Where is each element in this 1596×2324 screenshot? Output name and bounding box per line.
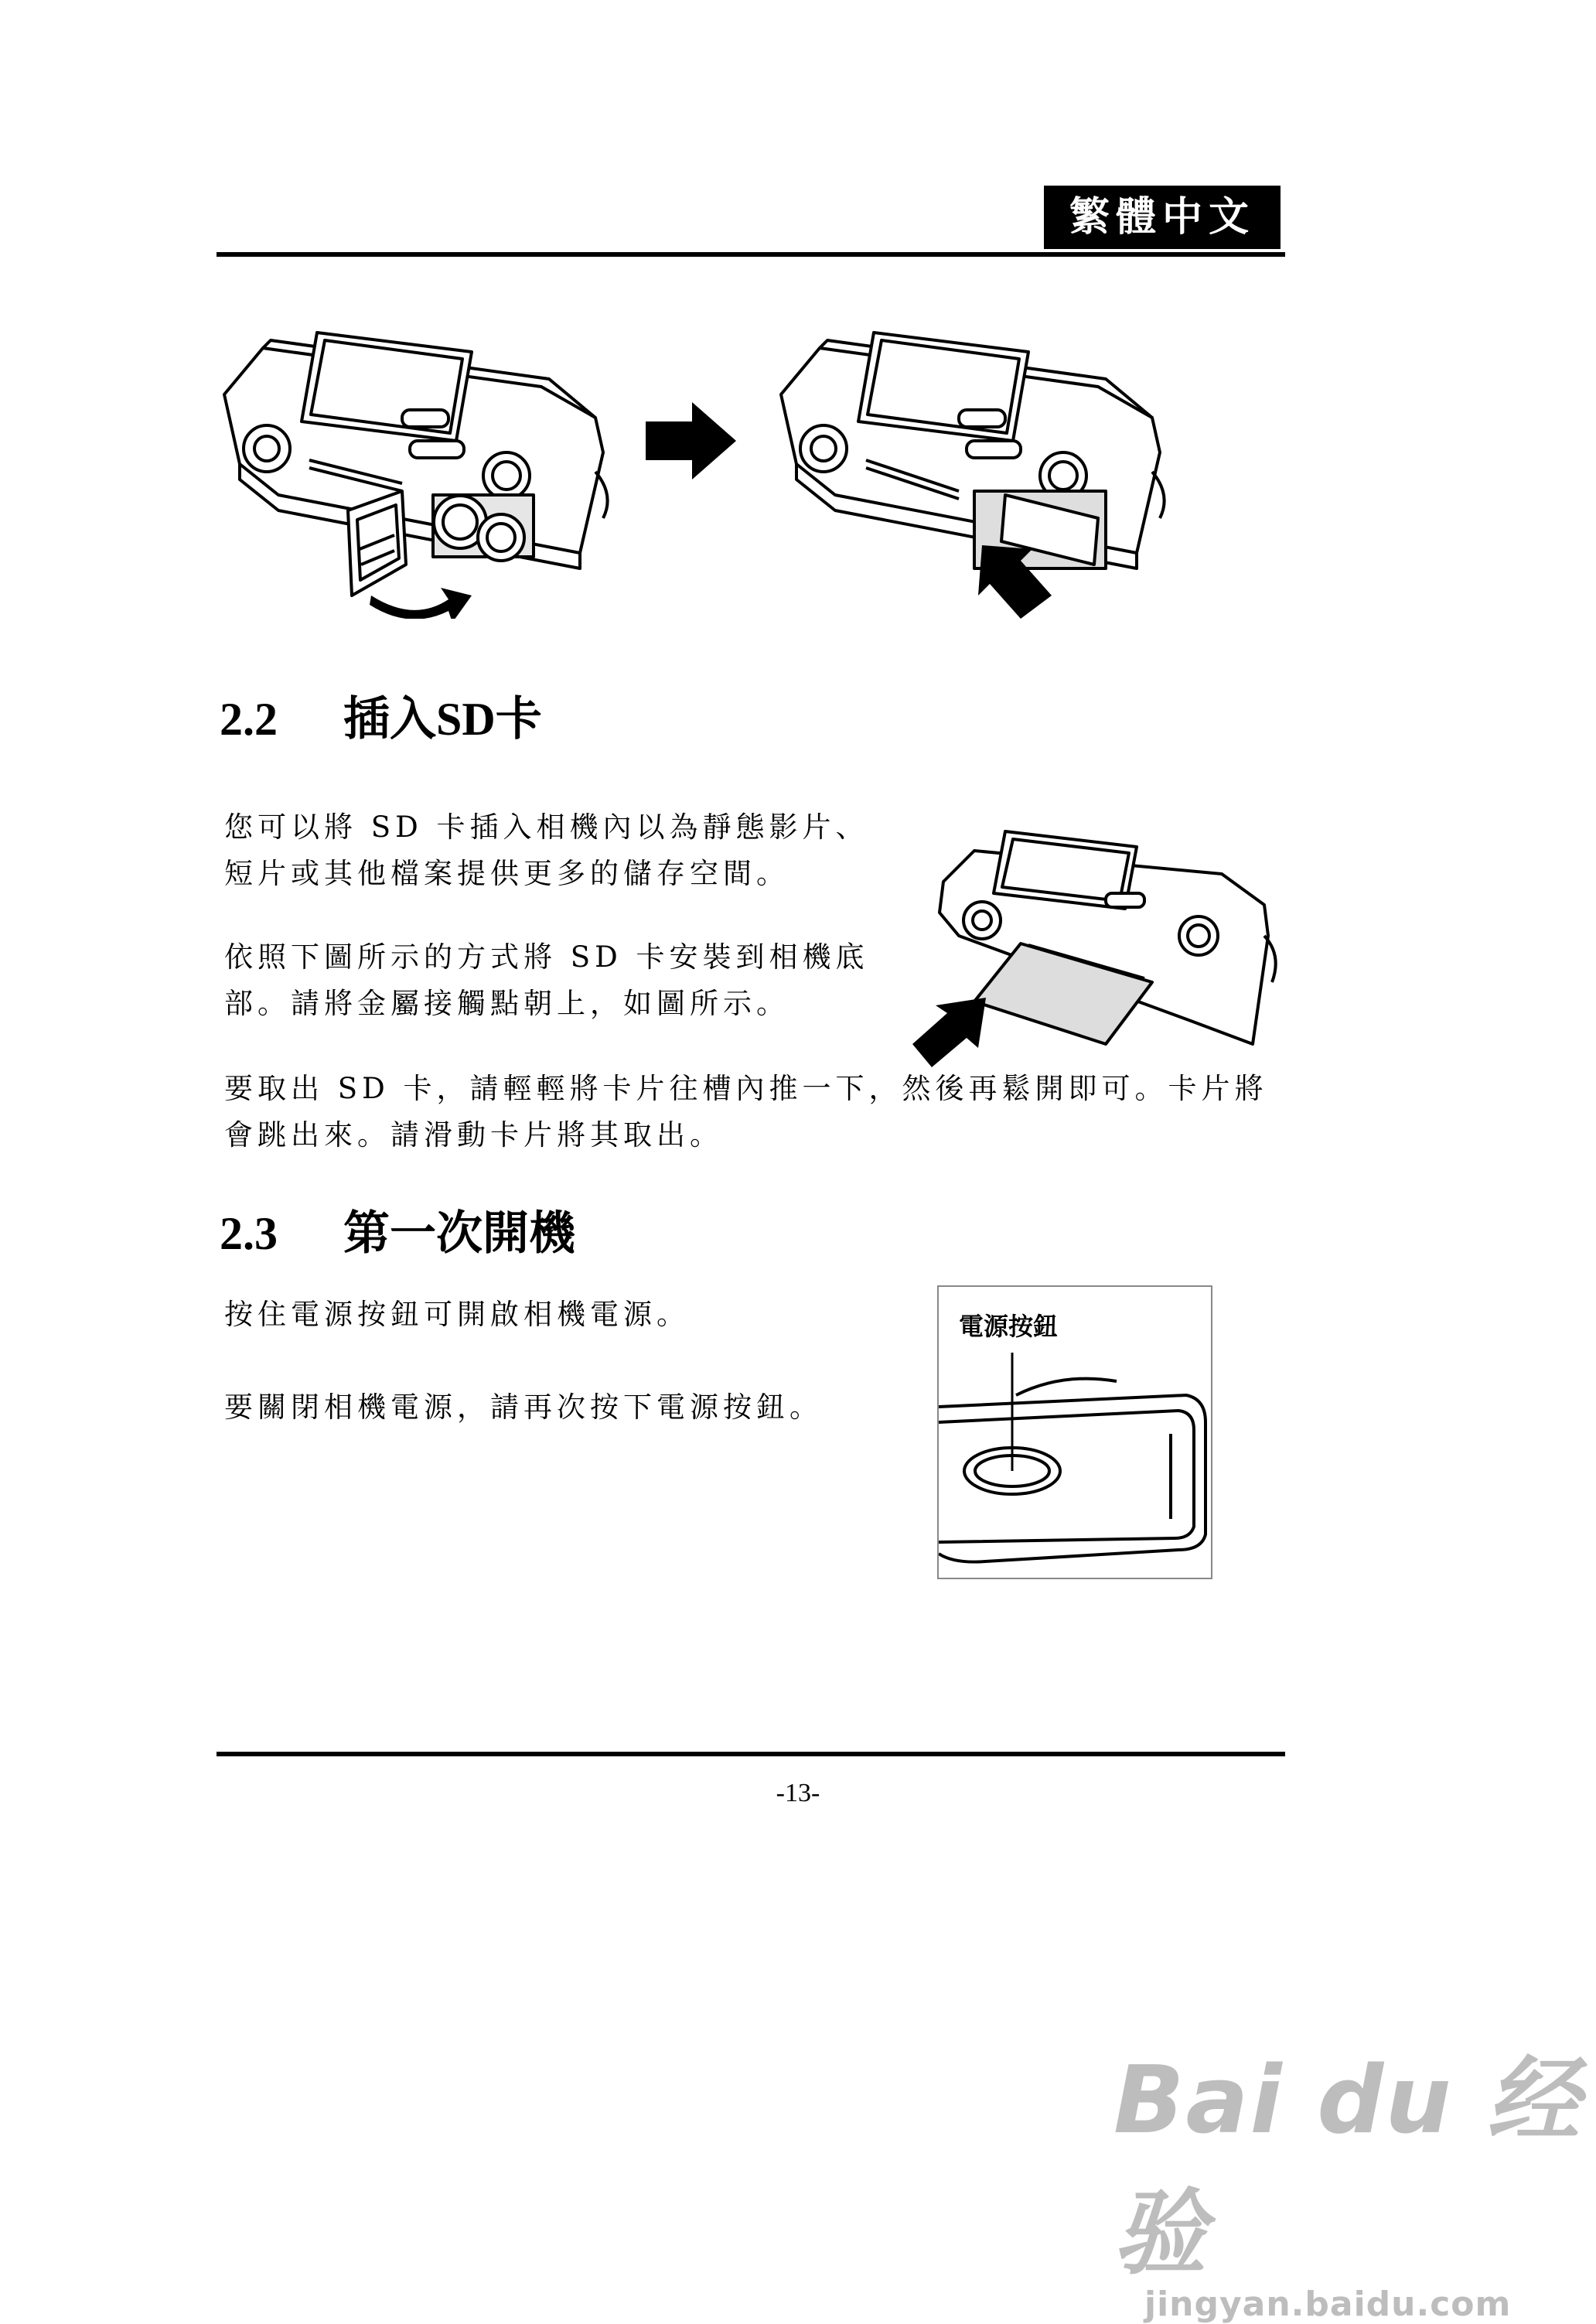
right-arrow-icon xyxy=(646,402,736,479)
section-2-2-title: 插入SD卡 xyxy=(343,694,542,745)
curved-arrow-icon xyxy=(370,588,472,619)
section-2-3-title: 第一次開機 xyxy=(343,1208,575,1259)
watermark-url: jingyan.baidu.com xyxy=(1144,2285,1512,2324)
sd-remove-paragraph: 要取出 SD 卡，請輕輕將卡片往槽內推一下，然後再鬆開即可。卡片將會跳出來。請滑動卡片將其取出。 xyxy=(224,1072,1268,1152)
sd-card-insertion-figure xyxy=(912,820,1284,1067)
language-tab: 繁體中文 xyxy=(1044,186,1281,249)
camera-open-cover-figure xyxy=(224,333,608,596)
power-on-paragraph: 按住電源按鈕可開啟相機電源。 xyxy=(224,1298,690,1331)
baidu-watermark xyxy=(1113,2026,1596,2324)
camera-insert-figure xyxy=(781,333,1165,568)
power-button-label: 電源按鈕 xyxy=(959,1312,1059,1341)
header-rule xyxy=(217,252,1285,257)
footer-rule xyxy=(217,1752,1285,1756)
power-off-paragraph: 要關閉相機電源，請再次按下電源按鈕。 xyxy=(224,1391,823,1424)
sd-install-paragraph: 依照下圖所示的方式將 SD 卡安裝到相機底部。請將金屬接觸點朝上，如圖所示。 xyxy=(224,940,869,1020)
insert-arrow-icon xyxy=(912,998,986,1067)
section-2-2-heading xyxy=(220,692,542,746)
page-number: -13- xyxy=(776,1779,820,1807)
watermark-logo: Bai du 经验 xyxy=(1113,2047,1581,2288)
camera-compartment-illustration xyxy=(217,317,1253,619)
section-2-3-heading xyxy=(220,1206,575,1261)
power-button-closeup xyxy=(939,1287,1211,1578)
section-2-3-number: 2.3 xyxy=(220,1208,278,1259)
sd-intro-paragraph: 您可以將 SD 卡插入相機內以為靜態影片、短片或其他檔案提供更多的儲存空間。 xyxy=(224,810,869,890)
section-2-2-number: 2.2 xyxy=(220,694,278,745)
